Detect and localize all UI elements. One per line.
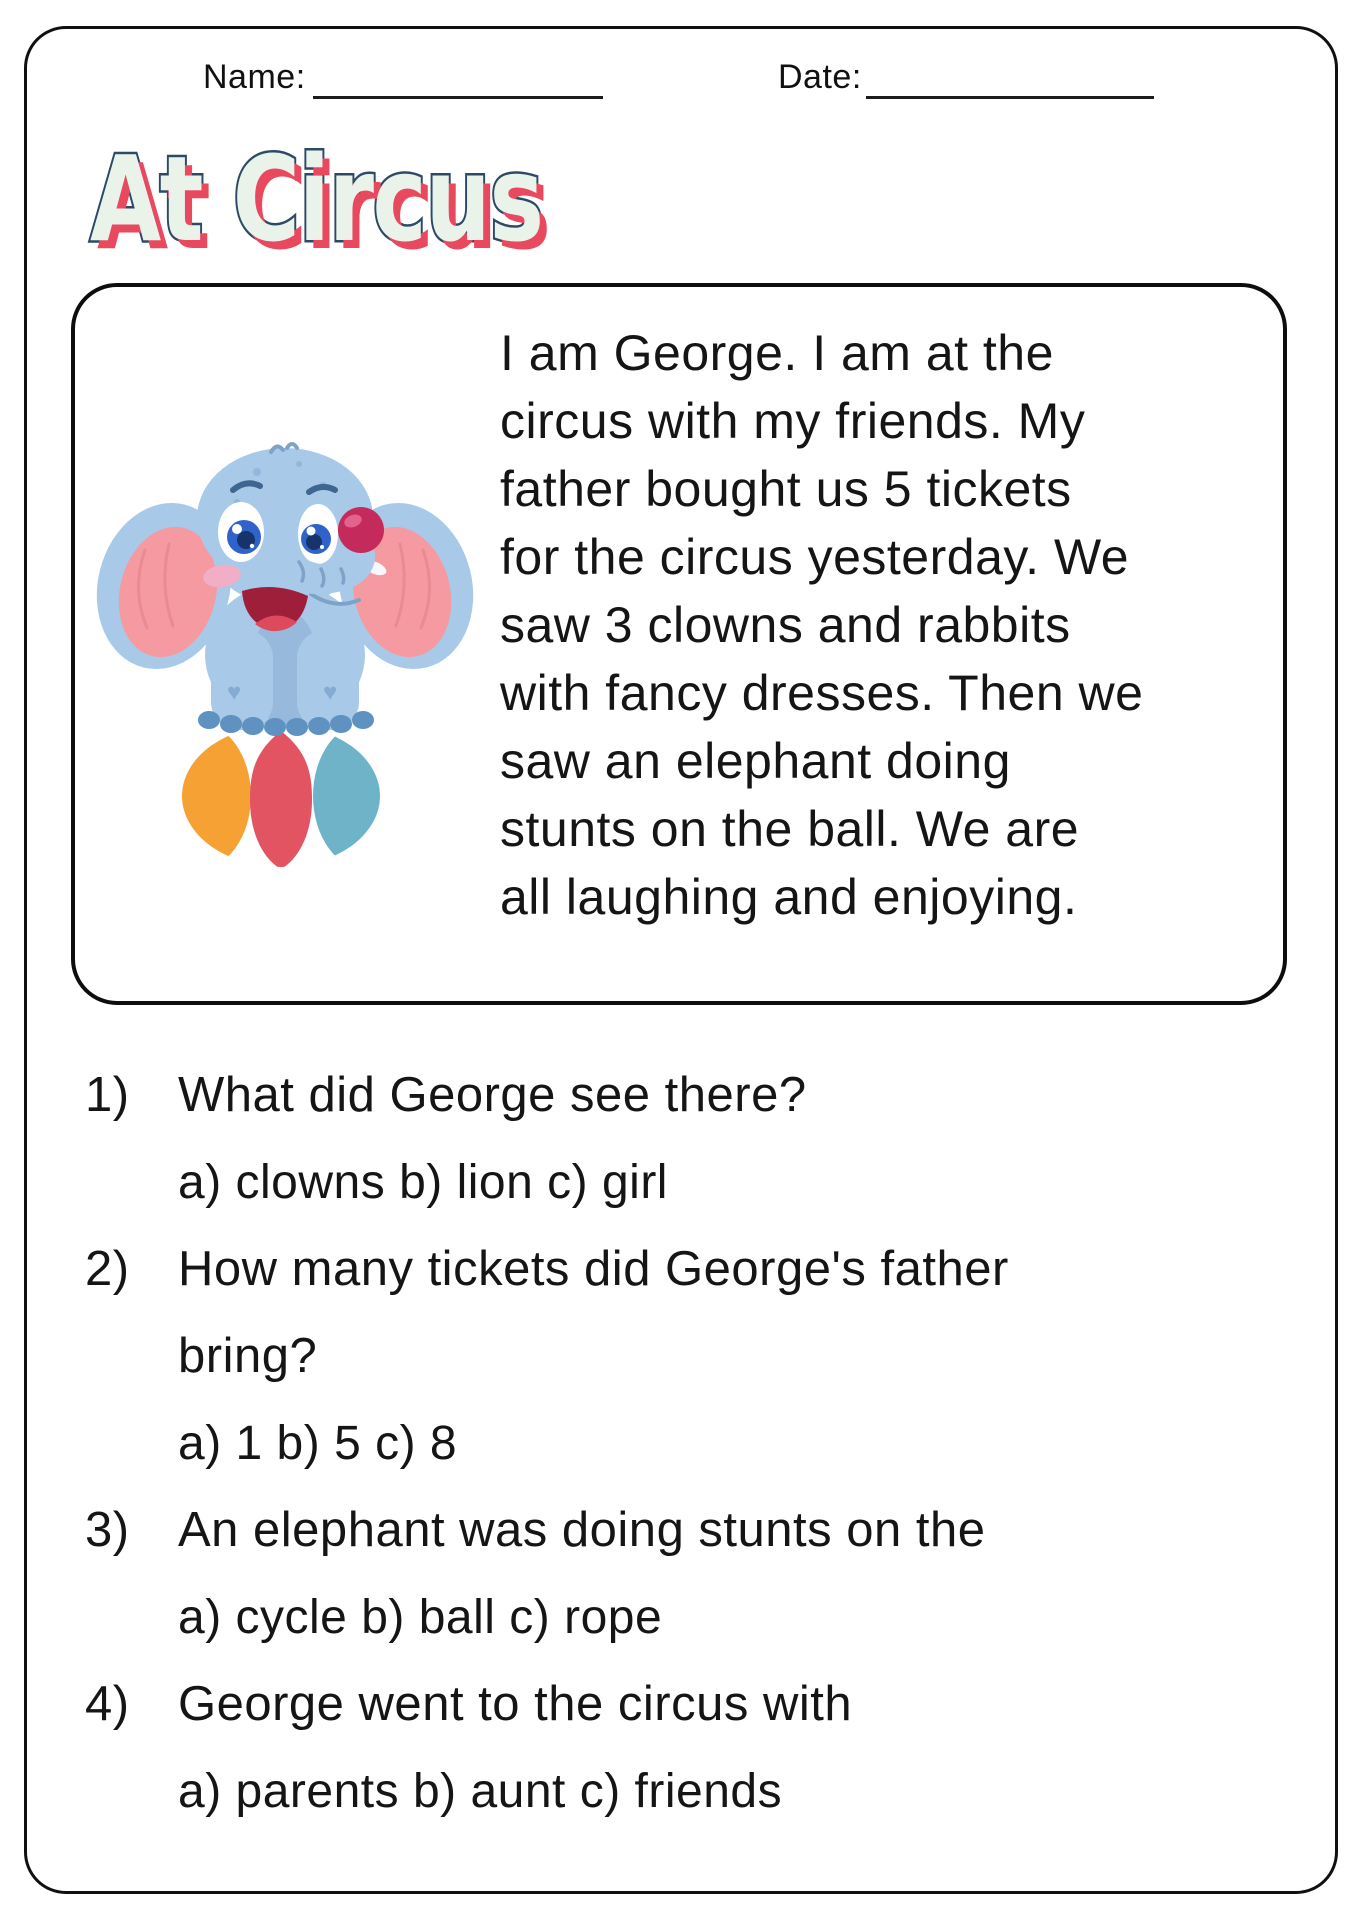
question-row [85,1487,1315,1574]
question-text: An elephant was doing stunts on the [178,1503,986,1557]
heart-mark-icon: ♥ [227,679,242,706]
passage-line: all laughing and enjoying. [500,869,1078,925]
date-label: Date: [778,58,862,96]
passage-line: stunts on the ball. We are [500,801,1080,857]
page-title: At Circus [90,130,543,268]
passage-line: saw 3 clowns and rabbits [500,597,1071,653]
passage-line: with fancy dresses. Then we [500,665,1144,721]
question-row [85,1052,1315,1139]
question-number: 4) [85,1677,130,1731]
passage-line: circus with my friends. My [500,393,1086,449]
questions-section [85,1052,1315,1835]
question-text: George went to the circus with [178,1677,853,1731]
question-number: 3) [85,1503,130,1557]
date-blank-field[interactable] [866,96,1154,99]
name-label: Name: [203,58,306,96]
options-row [85,1574,1315,1661]
right-eye-icon [298,504,338,564]
passage-line: for the circus yesterday. We [500,529,1130,585]
question-row [85,1661,1315,1748]
options-row [85,1139,1315,1226]
passage-line: I am George. I am at the [500,325,1054,381]
answer-options: a) parents b) aunt c) friends [178,1765,783,1818]
beach-ball-icon [143,720,421,872]
passage-line: father bought us 5 tickets [500,461,1072,517]
heart-mark-icon: ♥ [323,679,338,706]
question-text: What did George see there? [178,1068,807,1122]
nose-ball-icon [338,507,384,553]
answer-options: a) cycle b) ball c) rope [178,1591,663,1644]
question-number: 2) [85,1242,130,1296]
options-row [85,1400,1315,1487]
name-blank-field[interactable] [313,96,603,99]
passage-text [500,319,1267,931]
left-eye-icon [218,502,264,562]
passage-line: saw an elephant doing [500,733,1011,789]
options-row [85,1748,1315,1835]
question-text: How many tickets did George's father [178,1242,1009,1296]
question-number: 1) [85,1068,130,1122]
question-row [85,1226,1315,1313]
question-row-continued [85,1313,1315,1400]
question-text: bring? [178,1329,318,1383]
answer-options: a) 1 b) 5 c) 8 [178,1417,458,1470]
elephant-on-ball-illustration [85,440,485,880]
answer-options: a) clowns b) lion c) girl [178,1156,668,1209]
